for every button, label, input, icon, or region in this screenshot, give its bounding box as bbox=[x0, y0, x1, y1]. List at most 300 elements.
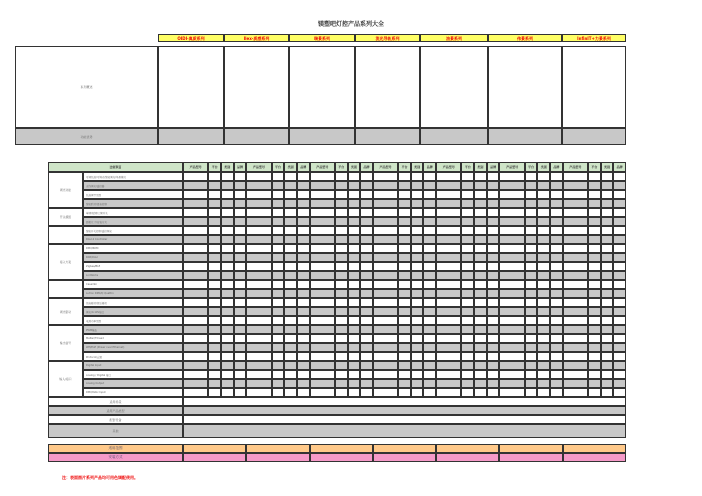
series-advantages-cell bbox=[562, 128, 626, 145]
table-cell bbox=[474, 325, 487, 334]
table-cell bbox=[423, 262, 436, 271]
table-cell bbox=[234, 208, 247, 217]
table-cell bbox=[221, 226, 234, 235]
table-cell bbox=[183, 316, 208, 325]
table-cell bbox=[272, 379, 285, 388]
table-cell bbox=[423, 379, 436, 388]
table-cell bbox=[221, 262, 234, 271]
table-cell bbox=[348, 199, 361, 208]
table-cell bbox=[360, 352, 373, 361]
table-cell bbox=[613, 388, 626, 397]
footer-label: 安装方式 bbox=[48, 453, 183, 462]
table-cell bbox=[246, 379, 271, 388]
table-cell bbox=[537, 262, 550, 271]
table-cell bbox=[436, 208, 461, 217]
row-label: Casambi bbox=[83, 280, 183, 289]
table-cell bbox=[373, 235, 398, 244]
table-cell bbox=[423, 244, 436, 253]
table-cell bbox=[474, 226, 487, 235]
table-cell bbox=[183, 334, 208, 343]
table-cell bbox=[234, 352, 247, 361]
table-cell bbox=[423, 316, 436, 325]
table-cell bbox=[398, 235, 411, 244]
row-label: Matter/Thread bbox=[83, 334, 183, 343]
table-cell bbox=[335, 172, 348, 181]
table-cell bbox=[588, 352, 601, 361]
table-cell bbox=[613, 208, 626, 217]
series-advantages-cell bbox=[355, 128, 420, 145]
group-label: 接入方案 bbox=[48, 244, 83, 280]
table-cell bbox=[411, 181, 424, 190]
table-cell bbox=[348, 325, 361, 334]
table-cell bbox=[348, 190, 361, 199]
table-cell bbox=[537, 244, 550, 253]
table-cell bbox=[348, 361, 361, 370]
table-cell bbox=[183, 379, 208, 388]
table-cell bbox=[348, 316, 361, 325]
table-cell bbox=[221, 190, 234, 199]
table-cell bbox=[588, 208, 601, 217]
column-header-type: 类别 bbox=[221, 162, 234, 172]
table-cell bbox=[297, 253, 310, 262]
row-label: 恒流驱动/恒压驱动 bbox=[83, 298, 183, 307]
table-cell bbox=[423, 253, 436, 262]
table-cell bbox=[525, 226, 538, 235]
table-cell bbox=[310, 208, 335, 217]
table-cell bbox=[297, 388, 310, 397]
table-cell bbox=[613, 199, 626, 208]
table-cell bbox=[563, 307, 588, 316]
table-cell bbox=[360, 334, 373, 343]
table-cell bbox=[348, 280, 361, 289]
table-cell bbox=[335, 262, 348, 271]
table-cell bbox=[297, 271, 310, 280]
table-cell bbox=[221, 361, 234, 370]
table-cell bbox=[601, 271, 614, 280]
table-cell bbox=[183, 307, 208, 316]
table-cell bbox=[284, 271, 297, 280]
table-cell bbox=[550, 352, 563, 361]
table-cell bbox=[183, 253, 208, 262]
table-cell bbox=[183, 370, 208, 379]
column-header-platform: 平台 bbox=[525, 162, 538, 172]
table-cell bbox=[348, 343, 361, 352]
table-cell bbox=[423, 199, 436, 208]
table-cell bbox=[537, 361, 550, 370]
table-cell bbox=[423, 334, 436, 343]
table-cell bbox=[613, 226, 626, 235]
table-cell bbox=[360, 280, 373, 289]
table-cell bbox=[246, 352, 271, 361]
table-cell bbox=[360, 343, 373, 352]
table-cell bbox=[310, 334, 335, 343]
table-cell bbox=[272, 172, 285, 181]
table-cell bbox=[411, 271, 424, 280]
table-cell bbox=[272, 298, 285, 307]
table-cell bbox=[208, 271, 221, 280]
series-overview-cell bbox=[420, 46, 488, 128]
table-cell bbox=[272, 235, 285, 244]
table-cell bbox=[487, 334, 500, 343]
table-cell bbox=[208, 172, 221, 181]
table-cell bbox=[234, 343, 247, 352]
table-cell bbox=[284, 316, 297, 325]
table-cell bbox=[537, 379, 550, 388]
table-cell bbox=[284, 307, 297, 316]
table-cell bbox=[499, 208, 524, 217]
table-cell bbox=[335, 388, 348, 397]
table-cell bbox=[348, 388, 361, 397]
table-cell bbox=[613, 343, 626, 352]
table-cell bbox=[499, 181, 524, 190]
table-cell bbox=[348, 244, 361, 253]
table-cell bbox=[423, 289, 436, 298]
table-cell bbox=[411, 325, 424, 334]
row-label: DALI-2 Controller bbox=[83, 235, 183, 244]
table-cell bbox=[525, 352, 538, 361]
table-cell bbox=[525, 370, 538, 379]
table-cell bbox=[373, 262, 398, 271]
table-cell bbox=[348, 226, 361, 235]
column-header-brand: 品牌 bbox=[613, 162, 626, 172]
table-cell bbox=[613, 253, 626, 262]
table-cell bbox=[487, 361, 500, 370]
table-cell bbox=[373, 388, 398, 397]
table-cell bbox=[234, 316, 247, 325]
table-cell bbox=[272, 388, 285, 397]
table-cell bbox=[588, 172, 601, 181]
table-cell bbox=[461, 352, 474, 361]
table-cell bbox=[398, 280, 411, 289]
table-cell bbox=[499, 199, 524, 208]
table-cell bbox=[588, 217, 601, 226]
table-cell bbox=[234, 172, 247, 181]
table-cell bbox=[613, 262, 626, 271]
table-cell bbox=[474, 280, 487, 289]
table-cell bbox=[373, 244, 398, 253]
table-cell bbox=[461, 289, 474, 298]
table-cell bbox=[360, 388, 373, 397]
table-cell bbox=[234, 271, 247, 280]
table-cell bbox=[461, 361, 474, 370]
footer-cell bbox=[373, 453, 436, 462]
table-cell bbox=[588, 280, 601, 289]
table-cell bbox=[499, 298, 524, 307]
table-cell bbox=[550, 334, 563, 343]
table-cell bbox=[246, 199, 271, 208]
table-cell bbox=[474, 199, 487, 208]
table-cell bbox=[272, 352, 285, 361]
table-cell bbox=[411, 280, 424, 289]
table-cell bbox=[373, 316, 398, 325]
table-cell bbox=[563, 379, 588, 388]
table-cell bbox=[398, 226, 411, 235]
table-cell bbox=[221, 316, 234, 325]
table-cell bbox=[525, 298, 538, 307]
table-cell bbox=[499, 289, 524, 298]
table-cell bbox=[272, 271, 285, 280]
table-cell bbox=[423, 208, 436, 217]
table-cell bbox=[183, 226, 208, 235]
table-cell bbox=[373, 352, 398, 361]
table-cell bbox=[525, 244, 538, 253]
table-cell bbox=[487, 280, 500, 289]
table-cell bbox=[563, 208, 588, 217]
table-cell bbox=[310, 316, 335, 325]
table-cell bbox=[183, 298, 208, 307]
table-cell bbox=[398, 388, 411, 397]
table-cell bbox=[436, 361, 461, 370]
group-label: 开关模组 bbox=[48, 208, 83, 226]
table-cell bbox=[335, 307, 348, 316]
table-cell bbox=[423, 172, 436, 181]
table-cell bbox=[373, 208, 398, 217]
table-cell bbox=[284, 388, 297, 397]
table-cell bbox=[525, 316, 538, 325]
table-cell bbox=[601, 379, 614, 388]
table-cell bbox=[487, 388, 500, 397]
table-cell bbox=[461, 244, 474, 253]
table-cell bbox=[588, 388, 601, 397]
table-cell bbox=[373, 307, 398, 316]
table-cell bbox=[499, 307, 524, 316]
table-cell bbox=[588, 262, 601, 271]
table-cell bbox=[360, 244, 373, 253]
table-cell bbox=[613, 307, 626, 316]
table-cell bbox=[398, 343, 411, 352]
table-cell bbox=[335, 370, 348, 379]
table-cell bbox=[360, 253, 373, 262]
table-cell bbox=[208, 352, 221, 361]
series-header: 油景系列 bbox=[420, 34, 488, 42]
table-cell bbox=[461, 226, 474, 235]
table-cell bbox=[436, 370, 461, 379]
group-label: 输入/接口 bbox=[48, 361, 83, 397]
table-cell bbox=[335, 280, 348, 289]
table-cell bbox=[436, 190, 461, 199]
table-cell bbox=[373, 190, 398, 199]
tail-row-label: 适用产品类型 bbox=[48, 406, 183, 415]
table-cell bbox=[550, 316, 563, 325]
table-cell bbox=[335, 361, 348, 370]
table-cell bbox=[588, 226, 601, 235]
table-cell bbox=[461, 316, 474, 325]
table-cell bbox=[221, 217, 234, 226]
table-cell bbox=[246, 370, 271, 379]
table-cell bbox=[563, 289, 588, 298]
series-advantages-cell bbox=[488, 128, 562, 145]
table-cell bbox=[588, 244, 601, 253]
table-cell bbox=[550, 208, 563, 217]
table-cell bbox=[563, 361, 588, 370]
table-cell bbox=[284, 253, 297, 262]
row-label: Lutron DMX/Q Quattro bbox=[83, 289, 183, 298]
table-cell bbox=[272, 307, 285, 316]
table-cell bbox=[411, 388, 424, 397]
table-cell bbox=[360, 199, 373, 208]
table-cell bbox=[335, 199, 348, 208]
table-cell bbox=[499, 172, 524, 181]
table-cell bbox=[474, 352, 487, 361]
table-cell bbox=[588, 370, 601, 379]
table-cell bbox=[436, 244, 461, 253]
table-cell bbox=[310, 199, 335, 208]
table-cell bbox=[373, 370, 398, 379]
table-cell bbox=[373, 343, 398, 352]
table-cell bbox=[234, 370, 247, 379]
column-header-code: 产品型号 bbox=[310, 162, 335, 172]
table-cell bbox=[208, 334, 221, 343]
table-cell bbox=[234, 253, 247, 262]
table-cell bbox=[601, 298, 614, 307]
table-cell bbox=[411, 217, 424, 226]
series-header: Ilex·质感系列 bbox=[224, 34, 289, 42]
series-header: 伟景系列 bbox=[488, 34, 562, 42]
table-cell bbox=[246, 190, 271, 199]
table-cell bbox=[613, 280, 626, 289]
group-label bbox=[48, 280, 83, 298]
table-cell bbox=[208, 280, 221, 289]
table-cell bbox=[208, 307, 221, 316]
table-cell bbox=[461, 217, 474, 226]
table-cell bbox=[411, 370, 424, 379]
table-cell bbox=[297, 190, 310, 199]
table-cell bbox=[246, 172, 271, 181]
row-label: DMX/RDM bbox=[83, 244, 183, 253]
table-cell bbox=[398, 352, 411, 361]
table-cell bbox=[423, 235, 436, 244]
row-label: 电源功率范围 bbox=[83, 316, 183, 325]
series-overview-cell bbox=[562, 46, 626, 128]
row-label: DMX/DALI Input bbox=[83, 388, 183, 397]
table-cell bbox=[310, 280, 335, 289]
table-cell bbox=[537, 370, 550, 379]
column-header-code: 产品型号 bbox=[499, 162, 524, 172]
table-cell bbox=[550, 361, 563, 370]
table-cell bbox=[537, 235, 550, 244]
series-advantages-cell bbox=[158, 128, 224, 145]
table-cell bbox=[601, 325, 614, 334]
table-cell bbox=[183, 289, 208, 298]
table-cell bbox=[411, 361, 424, 370]
table-cell bbox=[411, 253, 424, 262]
table-cell bbox=[360, 235, 373, 244]
table-cell bbox=[246, 307, 271, 316]
table-cell bbox=[487, 271, 500, 280]
table-cell bbox=[499, 343, 524, 352]
table-cell bbox=[373, 361, 398, 370]
series-overview-cell bbox=[289, 46, 355, 128]
table-cell bbox=[208, 208, 221, 217]
table-cell bbox=[563, 262, 588, 271]
table-cell bbox=[208, 253, 221, 262]
table-cell bbox=[563, 388, 588, 397]
table-cell bbox=[246, 208, 271, 217]
table-cell bbox=[348, 208, 361, 217]
table-cell bbox=[183, 217, 208, 226]
table-cell bbox=[474, 253, 487, 262]
table-cell bbox=[550, 280, 563, 289]
table-cell bbox=[499, 262, 524, 271]
table-cell bbox=[310, 172, 335, 181]
tail-row-cell bbox=[183, 397, 626, 406]
row-label: 单键/双键/三键开关 bbox=[83, 208, 183, 217]
table-cell bbox=[601, 352, 614, 361]
compare-header: 比较项目 bbox=[48, 162, 183, 172]
table-cell bbox=[436, 253, 461, 262]
table-cell bbox=[525, 271, 538, 280]
table-cell bbox=[499, 253, 524, 262]
table-cell bbox=[297, 325, 310, 334]
table-cell bbox=[423, 361, 436, 370]
table-cell bbox=[588, 316, 601, 325]
table-cell bbox=[284, 352, 297, 361]
table-cell bbox=[601, 334, 614, 343]
footer-cell bbox=[183, 444, 246, 453]
footnote: 注：表面图片系列产品均可用色调配使用。 bbox=[62, 475, 138, 480]
table-cell bbox=[272, 253, 285, 262]
table-cell bbox=[398, 307, 411, 316]
table-cell bbox=[348, 289, 361, 298]
table-cell bbox=[360, 379, 373, 388]
table-cell bbox=[234, 235, 247, 244]
table-cell bbox=[335, 217, 348, 226]
table-cell bbox=[411, 334, 424, 343]
table-cell bbox=[423, 226, 436, 235]
table-cell bbox=[208, 289, 221, 298]
table-cell bbox=[461, 370, 474, 379]
table-cell bbox=[183, 271, 208, 280]
table-cell bbox=[221, 307, 234, 316]
table-cell bbox=[373, 199, 398, 208]
series-header: 流光导轨系列 bbox=[355, 34, 420, 42]
table-cell bbox=[474, 379, 487, 388]
table-cell bbox=[297, 352, 310, 361]
column-header-type: 类别 bbox=[601, 162, 614, 172]
table-cell bbox=[310, 262, 335, 271]
table-cell bbox=[284, 361, 297, 370]
table-cell bbox=[525, 379, 538, 388]
table-cell bbox=[563, 172, 588, 181]
table-cell bbox=[246, 298, 271, 307]
table-cell bbox=[272, 226, 285, 235]
table-cell bbox=[563, 217, 588, 226]
table-cell bbox=[272, 190, 285, 199]
table-cell bbox=[411, 352, 424, 361]
column-header-brand: 品牌 bbox=[550, 162, 563, 172]
table-cell bbox=[221, 172, 234, 181]
table-cell bbox=[246, 226, 271, 235]
table-cell bbox=[360, 208, 373, 217]
table-cell bbox=[221, 379, 234, 388]
table-cell bbox=[487, 181, 500, 190]
table-cell bbox=[234, 361, 247, 370]
table-cell bbox=[297, 226, 310, 235]
table-cell bbox=[348, 352, 361, 361]
table-cell bbox=[272, 262, 285, 271]
table-cell bbox=[499, 316, 524, 325]
table-cell bbox=[208, 298, 221, 307]
table-cell bbox=[335, 334, 348, 343]
table-cell bbox=[310, 343, 335, 352]
table-cell bbox=[436, 334, 461, 343]
table-cell bbox=[525, 361, 538, 370]
table-cell bbox=[208, 190, 221, 199]
table-cell bbox=[221, 181, 234, 190]
table-cell bbox=[272, 244, 285, 253]
table-cell bbox=[487, 262, 500, 271]
table-cell bbox=[525, 280, 538, 289]
